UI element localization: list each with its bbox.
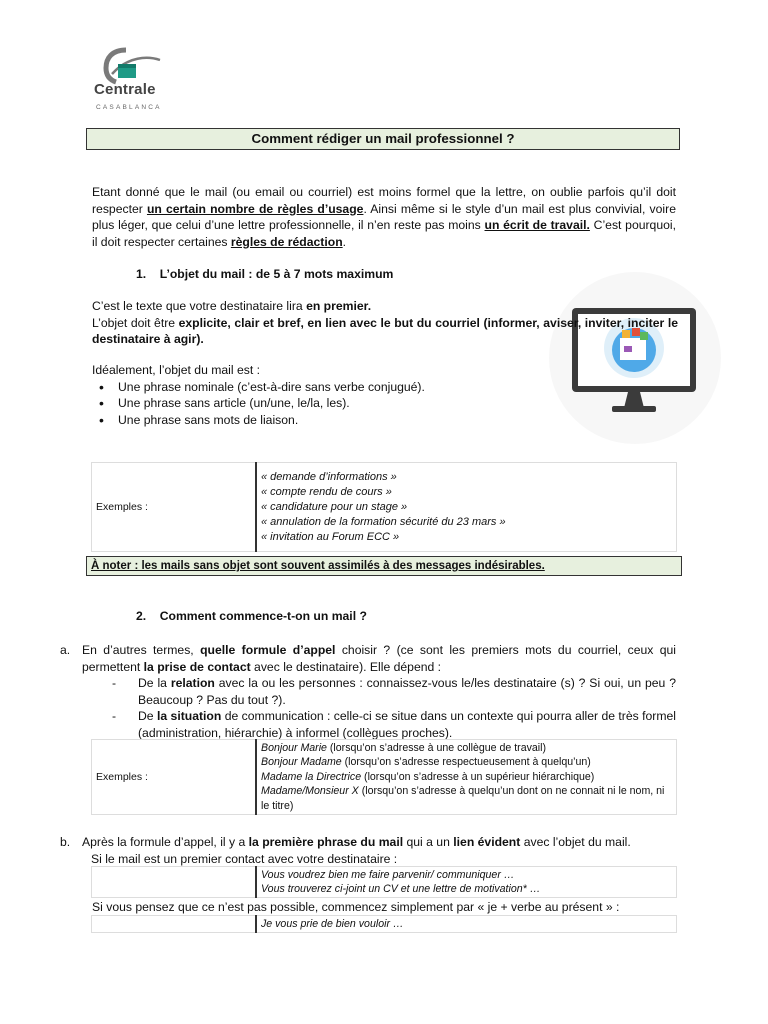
dash-item-relation: - De la relation avec la ou les personnes : connaissez-vous le/les destinataire (s) ? Si oui, un peu ? Beaucoup ? Pas du tout ?). [100, 675, 676, 708]
greeting-examples-table [91, 739, 677, 815]
paragraph-b: b. Après la formule d’appel, il y a la première phrase du mail qui a un lien évident avec l’objet du mail. Si le mail est un premier contact avec votre destinataire : [60, 835, 631, 866]
list-item: • Une phrase sans article (un/une, le/la, les). [92, 395, 492, 412]
item-label-b: b. [60, 835, 71, 849]
list-item: • Une phrase sans mots de liaison. [92, 412, 492, 429]
monitor-illustration [540, 268, 730, 448]
item-label-a: a. [60, 643, 71, 657]
intro-paragraph: Etant donné que le mail (ou email ou courriel) est moins formel que la lettre, on oublie parfois qu’il doit respecter un certain nombre de règles d’usage. Ainsi même si le style d’un mail est plus convivial, voire plus léger, que celui d’une lettre professionnelle, il n’en reste pas moins un écrit de travail. C’est pourquoi, il doit respecter certaines règles de rédaction. [92, 185, 676, 249]
examples-label: Exemples : [92, 463, 257, 552]
centrale-casablanca-logo [92, 44, 168, 112]
list-item: • Une phrase nominale (c’est-à-dire sans verbe conjugué). [92, 379, 492, 396]
present-tense-example-table [91, 915, 677, 933]
page-title: Comment rédiger un mail professionnel ? [86, 128, 680, 150]
first-sentence-examples-table [91, 866, 677, 898]
examples-cell: « demande d’informations » « compte rendu de cours » « candidature pour un stage » « annulation de la formation sécurité du 23 mars » « invitation au Forum ECC » [256, 463, 677, 552]
section-1-heading: 1. L’objet du mail : de 5 à 7 mots maximum [136, 267, 394, 281]
ideal-intro: Idéalement, l’objet du mail est : [92, 363, 261, 377]
examples-cell: Bonjour Marie (lorsqu’on s’adresse à une collègue de travail) Bonjour Madame (lorsqu’on s’adresse respectueusement à quelqu’un) Madame la Directrice (lorsqu’on s’adresse à un supérieur hiérarchique) Madame/Monsieur X (lorsqu’on s’adresse à quelqu’un dont on ne connait ni le nom, ni le titre) [256, 740, 677, 815]
note-box: À noter : les mails sans objet sont souvent assimilés à des messages indésirables. [86, 556, 682, 576]
object-examples-table [91, 462, 677, 552]
dash-item-situation: - De la situation de communication : celle-ci se situe dans un contexte qui pourra aller de très formel (administration, hiérarchie) à informel (collègues proches). [100, 708, 676, 741]
section-2-heading: 2. Comment commence-t-on un mail ? [136, 609, 367, 623]
examples-cell: Vous voudrez bien me faire parvenir/ communiquer … Vous trouverez ci-joint un CV et une lettre de motivation* … [256, 867, 677, 898]
paragraph-a: a. En d’autres termes, quelle formule d’appel choisir ? (ce sont les premiers mots du courriel, ceux qui permettent la prise de contact avec le destinataire). Elle dépend : - De la relation avec la ou les personnes : connaissez-vous le/les destinataire (s) ? Si oui, un peu ? Beaucoup ? Pas du tout ?). - De la situation de communication : celle-ci se situe dans un contexte qui pourra aller de très formel (administration, hiérarchie) à informel (collègues proches). [60, 642, 676, 741]
computer-monitor-icon [540, 268, 730, 448]
paragraph-b-alternative: Si vous pensez que ce n’est pas possible, commencez simplement par « je + verbe au présent » : [92, 900, 620, 914]
ideal-object-list [92, 362, 492, 428]
object-paragraph: C’est le texte que votre destinataire lira en premier. L’objet doit être explicite, clair et bref, en lien avec le but du courriel (informer, aviser, inviter, inciter le destinataire à agir). [92, 299, 678, 346]
examples-label-empty [92, 916, 257, 933]
logo-subtitle: CASABLANCA [96, 104, 162, 111]
examples-label-empty [92, 867, 257, 898]
examples-cell: Je vous prie de bien vouloir … [256, 916, 677, 933]
examples-label: Exemples : [92, 740, 257, 815]
bullet-list [92, 379, 492, 429]
logo-name: Centrale [94, 81, 156, 98]
